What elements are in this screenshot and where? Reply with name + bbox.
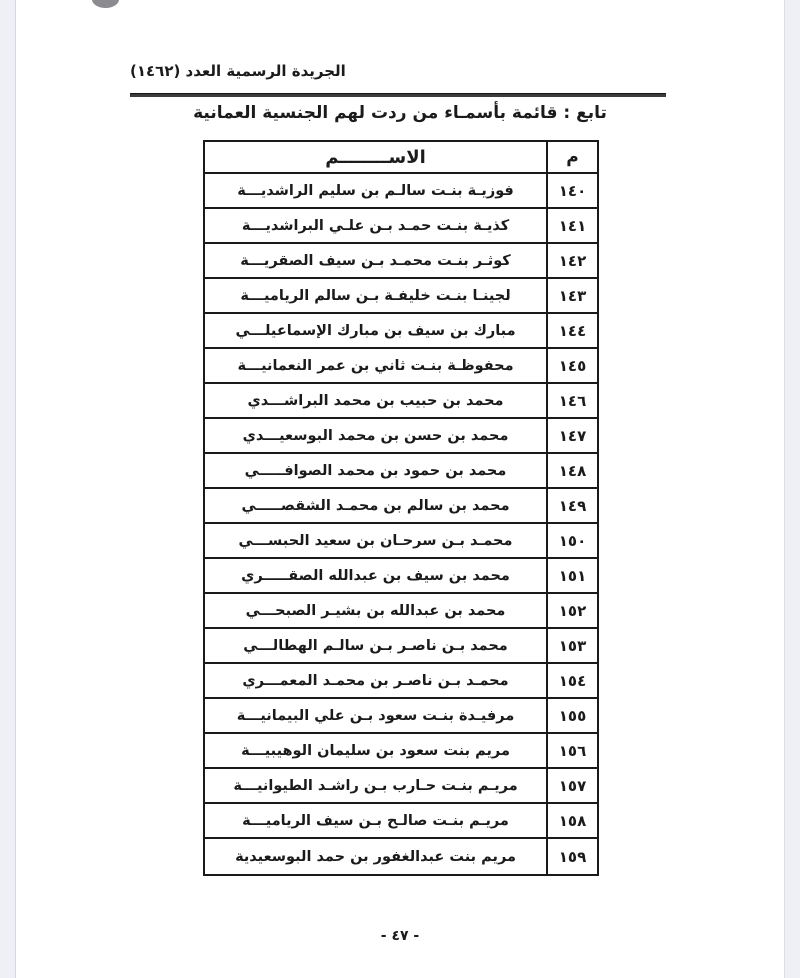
gazette-header: الجريدة الرسمية العدد (١٤٦٢): [130, 62, 346, 80]
row-serial: ١٤١: [546, 209, 597, 242]
table-row: [205, 244, 597, 279]
table-row: [205, 664, 597, 699]
table-header-row: [205, 142, 597, 174]
row-serial: ١٤٩: [546, 489, 597, 522]
table-row: [205, 804, 597, 839]
row-name: محفوظـة بنـت ثاني بن عمر النعمانيـــة: [237, 357, 514, 374]
row-name: كذيـة بنـت حمـد بـن علـي البراشديـــة: [241, 217, 510, 234]
row-name: كوثـر بنـت محمـد بـن سيف الصقريـــة: [240, 252, 511, 269]
row-serial: ١٥٥: [546, 699, 597, 732]
row-serial: ١٥٧: [546, 769, 597, 802]
row-serial: ١٤٤: [546, 314, 597, 347]
table-row: [205, 419, 597, 454]
table-row: [205, 174, 597, 209]
row-name: لجينـا بنـت خليفـة بـن سالم الرياميـــة: [240, 287, 511, 304]
row-name: مريـم بنـت صالـح بـن سيف الرياميـــة: [242, 812, 509, 829]
table-row: [205, 839, 597, 874]
header-divider-rule: [130, 93, 666, 97]
row-name: محمـد بـن سرحـان بن سعيد الحبســـي: [238, 532, 513, 549]
table-row: [205, 734, 597, 769]
table-row: [205, 314, 597, 349]
table-row: [205, 629, 597, 664]
table-row: [205, 384, 597, 419]
page-number: - ٤٧ -: [380, 928, 420, 944]
row-serial: ١٥٩: [546, 839, 597, 874]
row-serial: ١٥٢: [546, 594, 597, 627]
row-name: مرفيـدة بنـت سعود بـن علي البيمانيـــة: [236, 707, 515, 724]
row-serial: ١٤٢: [546, 244, 597, 277]
table-row: [205, 594, 597, 629]
row-name: محمد بن حسن بن محمد البوسعيـــدي: [242, 427, 509, 444]
table-body: [205, 174, 597, 874]
names-table: [203, 140, 599, 876]
row-serial: ١٥٨: [546, 804, 597, 837]
row-name: محمد بن عبدالله بن بشيـر الصبحـــي: [245, 602, 506, 619]
row-name: محمد بن حبيب بن محمد البراشـــدي: [247, 392, 504, 409]
row-serial: ١٤٧: [546, 419, 597, 452]
table-row: [205, 524, 597, 559]
row-serial: ١٤٥: [546, 349, 597, 382]
row-name: فوزيـة بنـت سالـم بن سليم الراشديـــة: [237, 182, 514, 199]
row-name: محمد بن سالم بن محمـد الشقصـــــي: [241, 497, 510, 514]
row-serial: ١٥١: [546, 559, 597, 592]
serial-column-header: م: [546, 142, 597, 172]
table-row: [205, 349, 597, 384]
row-name: محمد بن حمود بن محمد الصوافـــــي: [244, 462, 507, 479]
row-serial: ١٥٠: [546, 524, 597, 557]
table-row: [205, 769, 597, 804]
camera-notch: [92, 0, 119, 8]
row-name: مريـم بنـت حـارب بـن راشـد الطيوانيـــة: [233, 777, 518, 794]
table-row: [205, 279, 597, 314]
left-page-edge: [0, 0, 16, 978]
row-serial: ١٥٦: [546, 734, 597, 767]
document-title: تابع : قائمة بأسمـاء من ردت لهم الجنسية العمانية: [193, 103, 607, 123]
row-serial: ١٤٦: [546, 384, 597, 417]
table-row: [205, 699, 597, 734]
row-name: مريم بنت عبدالغفور بن حمد البوسعيدية: [235, 848, 516, 865]
row-name: محمـد بـن ناصـر بن محمـد المعمـــري: [242, 672, 509, 689]
row-name: مبارك بن سيف بن مبارك الإسماعيلـــي: [235, 322, 516, 339]
row-name: مريم بنت سعود بن سليمان الوهيبيـــة: [241, 742, 510, 759]
row-serial: ١٤٨: [546, 454, 597, 487]
row-name: محمد بـن ناصـر بـن سالـم الهطالـــي: [243, 637, 508, 654]
table-row: [205, 209, 597, 244]
table-row: [205, 489, 597, 524]
table-row: [205, 559, 597, 594]
row-serial: ١٤٠: [546, 174, 597, 207]
row-serial: ١٤٣: [546, 279, 597, 312]
row-serial: ١٥٣: [546, 629, 597, 662]
row-name: محمد بن سيف بن عبدالله الصقـــــري: [241, 567, 510, 584]
name-column-header: الاســــــــم: [325, 146, 426, 168]
table-row: [205, 454, 597, 489]
right-page-edge: [784, 0, 800, 978]
row-serial: ١٥٤: [546, 664, 597, 697]
